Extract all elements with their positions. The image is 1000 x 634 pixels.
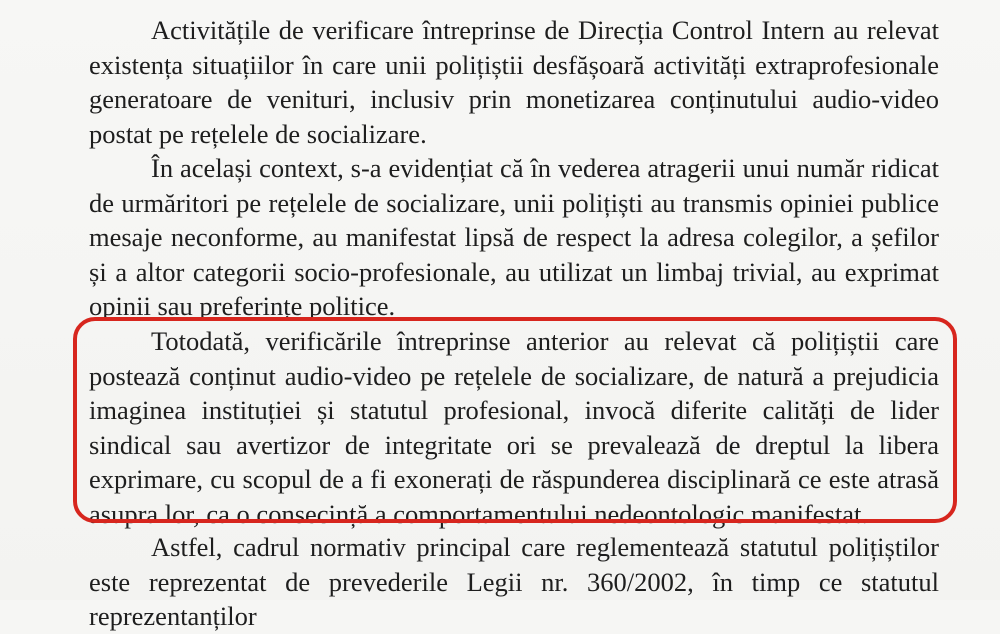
paragraph-social-media-followers: În același context, s-a evidențiat că în vederea atragerii unui număr ridicat de urmăritori pe rețelele de socializare, unii polițiști au transmis opiniei publice mesaje neconforme, au manifestat lipsă de respect la adresa colegilor, a șefilor și a altor categorii socio-profesionale, au utilizat un limbaj trivial, au exprimat opinii sau preferințe politice. (89, 153, 939, 321)
paragraph-internal-control-findings: Activitățile de verificare întreprinse de Direcția Control Intern au relevat existența situațiilor în care unii polițiștii desfășoară activități extraprofesionale generatoare de venituri, inclusiv prin monetizarea conținutului audio-video postat pe rețelele de socializare. (89, 15, 939, 149)
paragraph-legal-framework: Astfel, cadrul normativ principal care reglementează statutul polițiștilor este reprezentat de prevederile Legii nr. 360/2002, în timp ce statutul reprezentanților (89, 532, 939, 631)
paragraph-highlighted-disciplinary: Totodată, verificările întreprinse anterior au relevat că polițiștii care postează conținut audio-video pe rețelele de socializare, de natură a prejudicia imaginea instituției și statutul profesional, invocă diferite calități de lider sindical sau avertizor de integritate ori se prevalează de dreptul la libera exprimare, cu scopul de a fi exonerați de răspunderea disciplinară ce este atrasă asupra lor, ca o consecință a comportamentului nedeontologic manifestat. (89, 326, 939, 529)
